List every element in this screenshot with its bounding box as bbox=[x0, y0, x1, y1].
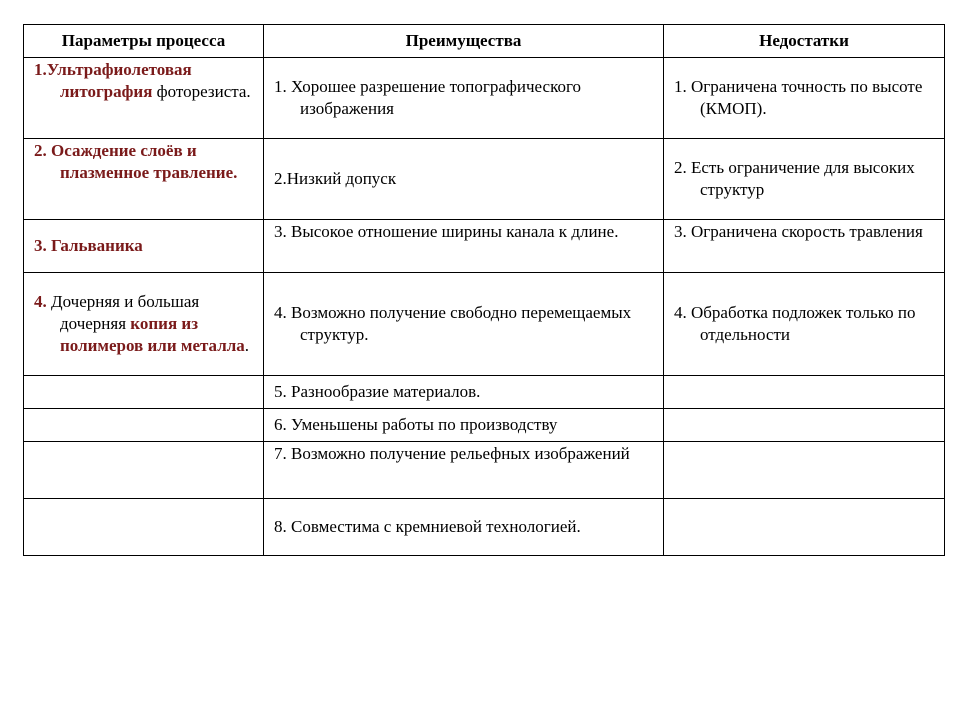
param-red-text: 1.Ультрафиолетовая литография bbox=[34, 60, 192, 101]
disadvantage-cell-empty bbox=[664, 409, 945, 442]
advantage-cell: 4. Возможно получение свободно перемещаемых структур. bbox=[264, 273, 664, 376]
advantage-cell: 3. Высокое отношение ширины канала к длине. bbox=[264, 220, 664, 273]
disadvantage-cell-empty bbox=[664, 376, 945, 409]
param-red-text: копия из полимеров или металла bbox=[60, 314, 245, 355]
header-disadvantages: Недостатки bbox=[664, 25, 945, 58]
advantage-cell: 1. Хорошее разрешение топографического изображения bbox=[264, 58, 664, 139]
table-row bbox=[24, 139, 945, 220]
disadvantage-cell: 3. Ограничена скорость травления bbox=[664, 220, 945, 273]
advantage-cell: 2.Низкий допуск bbox=[264, 139, 664, 220]
disadvantage-cell: 2. Есть ограничение для высоких структур bbox=[664, 139, 945, 220]
param-red-number: 4. bbox=[34, 292, 47, 311]
param-cell-empty bbox=[24, 409, 264, 442]
param-cell bbox=[24, 139, 264, 220]
header-parameters: Параметры процесса bbox=[24, 25, 264, 58]
param-cell-empty bbox=[24, 499, 264, 556]
param-cell bbox=[24, 58, 264, 139]
advantage-cell: 8. Совместима с кремниевой технологией. bbox=[264, 499, 664, 556]
table-row bbox=[24, 58, 945, 139]
table-row bbox=[24, 376, 945, 409]
table-row bbox=[24, 499, 945, 556]
param-black-text: Дочерняя и большая дочерняя bbox=[46, 292, 200, 333]
table-row bbox=[24, 442, 945, 499]
advantage-cell: 5. Разнообразие материалов. bbox=[264, 376, 664, 409]
disadvantage-cell: 1. Ограничена точность по высоте (КМОП). bbox=[664, 58, 945, 139]
header-row bbox=[24, 25, 945, 58]
advantage-cell: 6. Уменьшены работы по производству bbox=[264, 409, 664, 442]
param-tail-text: . bbox=[244, 336, 250, 355]
table-row bbox=[24, 273, 945, 376]
advantage-cell: 7. Возможно получение рельефных изображений bbox=[264, 442, 664, 499]
table-row bbox=[24, 220, 945, 273]
disadvantage-cell-empty bbox=[664, 442, 945, 499]
header-advantages: Преимущества bbox=[264, 25, 664, 58]
table-row bbox=[24, 409, 945, 442]
param-cell-empty bbox=[24, 376, 264, 409]
disadvantage-cell: 4. Обработка подложек только по отдельности bbox=[664, 273, 945, 376]
param-cell-empty bbox=[24, 442, 264, 499]
param-cell bbox=[24, 220, 264, 273]
comparison-table bbox=[23, 24, 945, 556]
param-black-text: фоторезиста. bbox=[152, 82, 251, 101]
param-red-text: 2. Осаждение слоёв и плазменное травление. bbox=[34, 141, 238, 182]
param-red-text: 3. Гальваника bbox=[34, 236, 143, 255]
param-cell bbox=[24, 273, 264, 376]
disadvantage-cell-empty bbox=[664, 499, 945, 556]
